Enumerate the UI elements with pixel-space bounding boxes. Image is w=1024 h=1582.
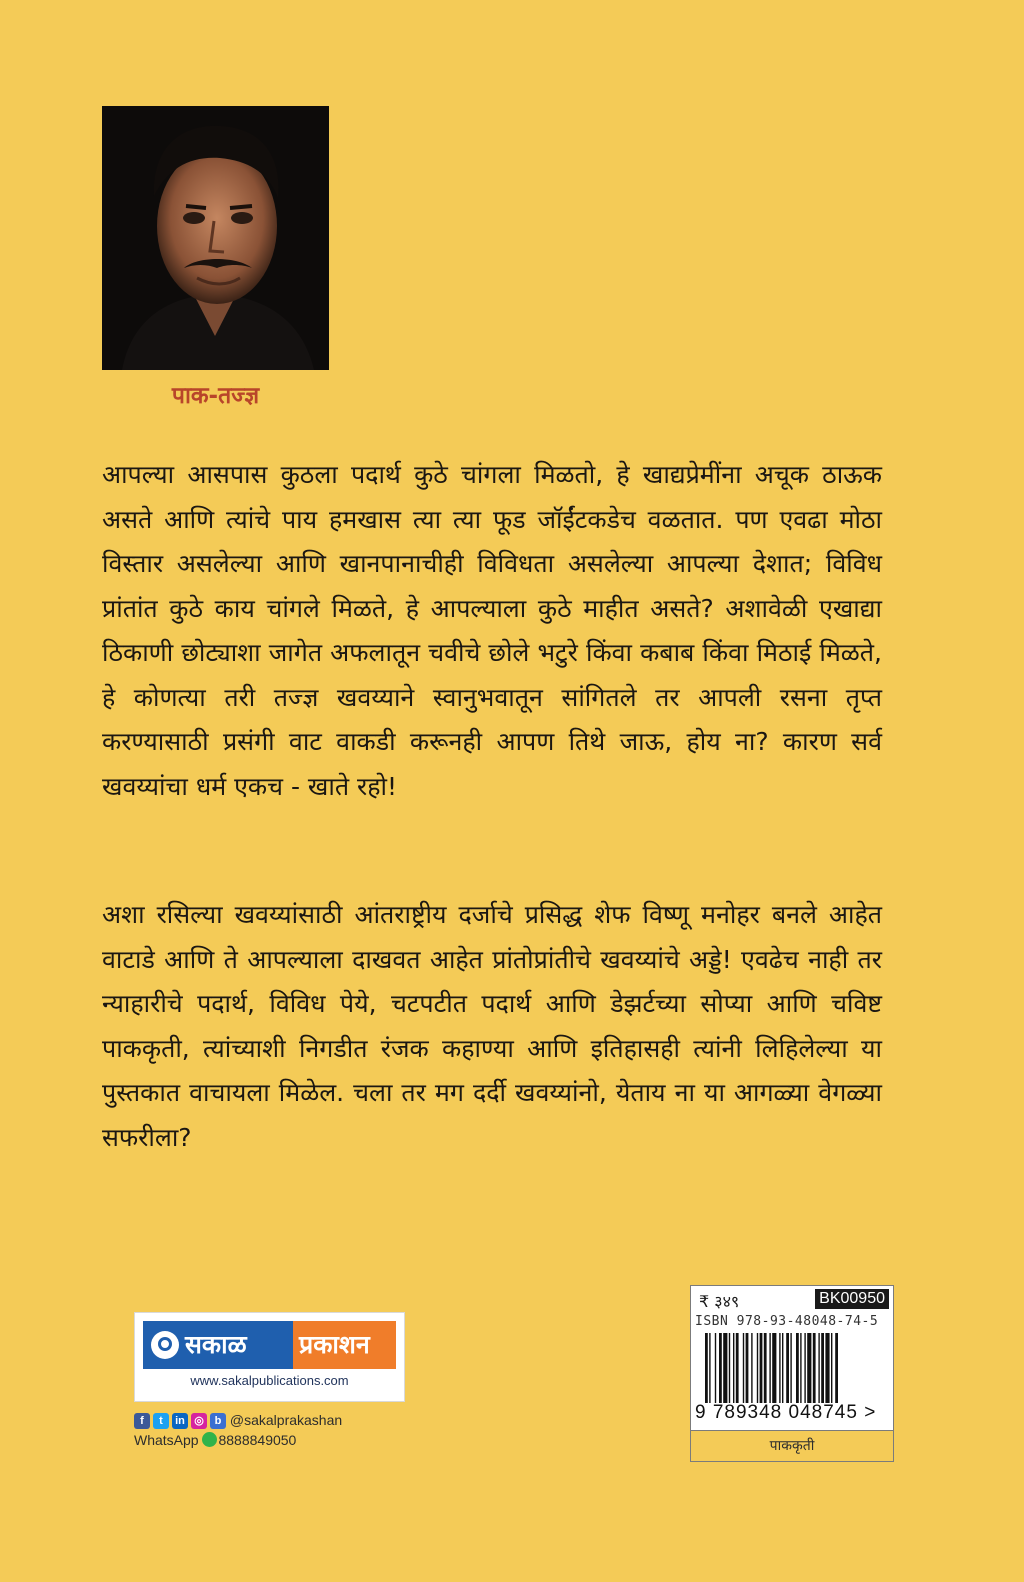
- publisher-logo: [134, 1312, 405, 1402]
- blurb-paragraph-2: [102, 893, 882, 1160]
- social-row: [134, 1412, 342, 1432]
- author-photo: [102, 106, 329, 370]
- publisher-url: www.sakalpublications.com: [190, 1373, 349, 1388]
- publisher-emblem-icon: [151, 1331, 179, 1359]
- barcode-bars: [705, 1333, 881, 1403]
- barcode-bar: [729, 1333, 730, 1403]
- linkedin-icon: in: [172, 1413, 188, 1429]
- barcode-bar: [736, 1333, 739, 1403]
- whatsapp-label: WhatsApp: [134, 1432, 199, 1448]
- isbn-text: ISBN 978-93-48048-74-5: [695, 1314, 879, 1329]
- author-portrait-image: [102, 106, 329, 370]
- barcode-bar: [800, 1333, 801, 1403]
- blogger-icon: b: [210, 1413, 226, 1429]
- blurb-text-1: आपल्या आसपास कुठला पदार्थ कुठे चांगला मिळतो, हे खाद्यप्रेमींना अचूक ठाऊक असते आणि त्यांचे पाय हमखास त्या त्या फूड जॉईंटकडेच वळतात. पण एवढा मोठा विस्तार असलेल्या आणि खानपानाचीही विविधता असलेल्या आपल्या देशात; विविध प्रांतांत कुठे काय चांगले मिळते, हे आपल्याला कुठे माहीत असते? अशावेळी एखाद्या ठिकाणी छोट्याशा जागेत अफलातून चवीचे छोले भटुरे किंवा कबाब किंवा मिठाई मिळते, हे कोणत्या तरी तज्ज्ञ खवय्याने स्वानुभवातून सांगितले तर आपली रसना तृप्त करण्यासाठी प्रसंगी वाट वाकडी करूनही आपण तिथे जाऊ, होय ना? कारण सर्व खवय्यांचा धर्म एकच - खाते रहो!: [102, 460, 882, 801]
- barcode-bar: [813, 1333, 816, 1403]
- barcode-bar: [757, 1333, 758, 1403]
- social-handle: @sakalprakashan: [229, 1412, 343, 1428]
- barcode-bar: [825, 1333, 829, 1403]
- facebook-icon: f: [134, 1413, 150, 1429]
- barcode-bar: [715, 1333, 716, 1403]
- barcode-bar: [786, 1333, 789, 1403]
- barcode-bar: [835, 1333, 838, 1403]
- barcode-box: [690, 1285, 894, 1462]
- logo-orange-panel: [293, 1321, 396, 1369]
- barcode-bar: [790, 1333, 791, 1403]
- twitter-icon: t: [153, 1413, 169, 1429]
- barcode-bar: [807, 1333, 811, 1403]
- barcode-bar: [772, 1333, 776, 1403]
- barcode-bar: [796, 1333, 799, 1403]
- barcode-bar: [709, 1333, 710, 1403]
- barcode-bar: [723, 1333, 727, 1403]
- barcode-bar: [719, 1333, 722, 1403]
- barcode-bar: [705, 1333, 708, 1403]
- publisher-name-right: प्रकाशन: [299, 1330, 370, 1359]
- barcode-bar: [779, 1333, 780, 1403]
- author-caption: पाक-तज्ज्ञ: [171, 383, 260, 409]
- book-code: BK00950: [815, 1289, 889, 1309]
- barcode-bar: [769, 1333, 770, 1403]
- category-label: पाककृती: [691, 1430, 893, 1461]
- barcode-bar: [821, 1333, 824, 1403]
- whatsapp-row: [134, 1432, 296, 1448]
- barcode-digits: 9 789348 048745 >: [695, 1402, 877, 1423]
- social-icons: [134, 1413, 226, 1429]
- barcode-bar: [782, 1333, 783, 1403]
- blurb-paragraph-1: [102, 453, 882, 809]
- barcode-bar: [746, 1333, 749, 1403]
- barcode-bar: [751, 1333, 752, 1403]
- barcode-bar: [804, 1333, 805, 1403]
- price-label: ₹ ३४९: [699, 1292, 740, 1311]
- whatsapp-number: 8888849050: [218, 1432, 297, 1448]
- barcode-bar: [743, 1333, 744, 1403]
- barcode-bar: [818, 1333, 819, 1403]
- barcode-bar: [733, 1333, 734, 1403]
- barcode-bar: [764, 1333, 767, 1403]
- barcode-bar: [831, 1333, 832, 1403]
- barcode-bar: [760, 1333, 763, 1403]
- whatsapp-icon: [202, 1432, 217, 1447]
- blurb-text-2: अशा रसिल्या खवय्यांसाठी आंतराष्ट्रीय दर्जाचे प्रसिद्ध शेफ विष्णू मनोहर बनले आहेत वाटाडे आणि ते आपल्याला दाखवत आहेत प्रांतोप्रांतीचे खवय्यांचे अड्डे! एवढेच नाही तर न्याहारीचे पदार्थ, विविध पेये, चटपटीत पदार्थ आणि डेझर्टच्या सोप्या आणि चविष्ट पाककृती, त्यांच्याशी निगडीत रंजक कहाण्या आणि इतिहासही त्यांनी लिहिलेल्या या पुस्तकात वाचायला मिळेल. चला तर मग दर्दी खवय्यांनो, येताय ना या आगळ्या वेगळ्या सफरीला?: [102, 900, 882, 1152]
- instagram-icon: ◎: [191, 1413, 207, 1429]
- logo-blue-panel: [143, 1321, 293, 1369]
- publisher-name-left: सकाळ: [185, 1330, 247, 1359]
